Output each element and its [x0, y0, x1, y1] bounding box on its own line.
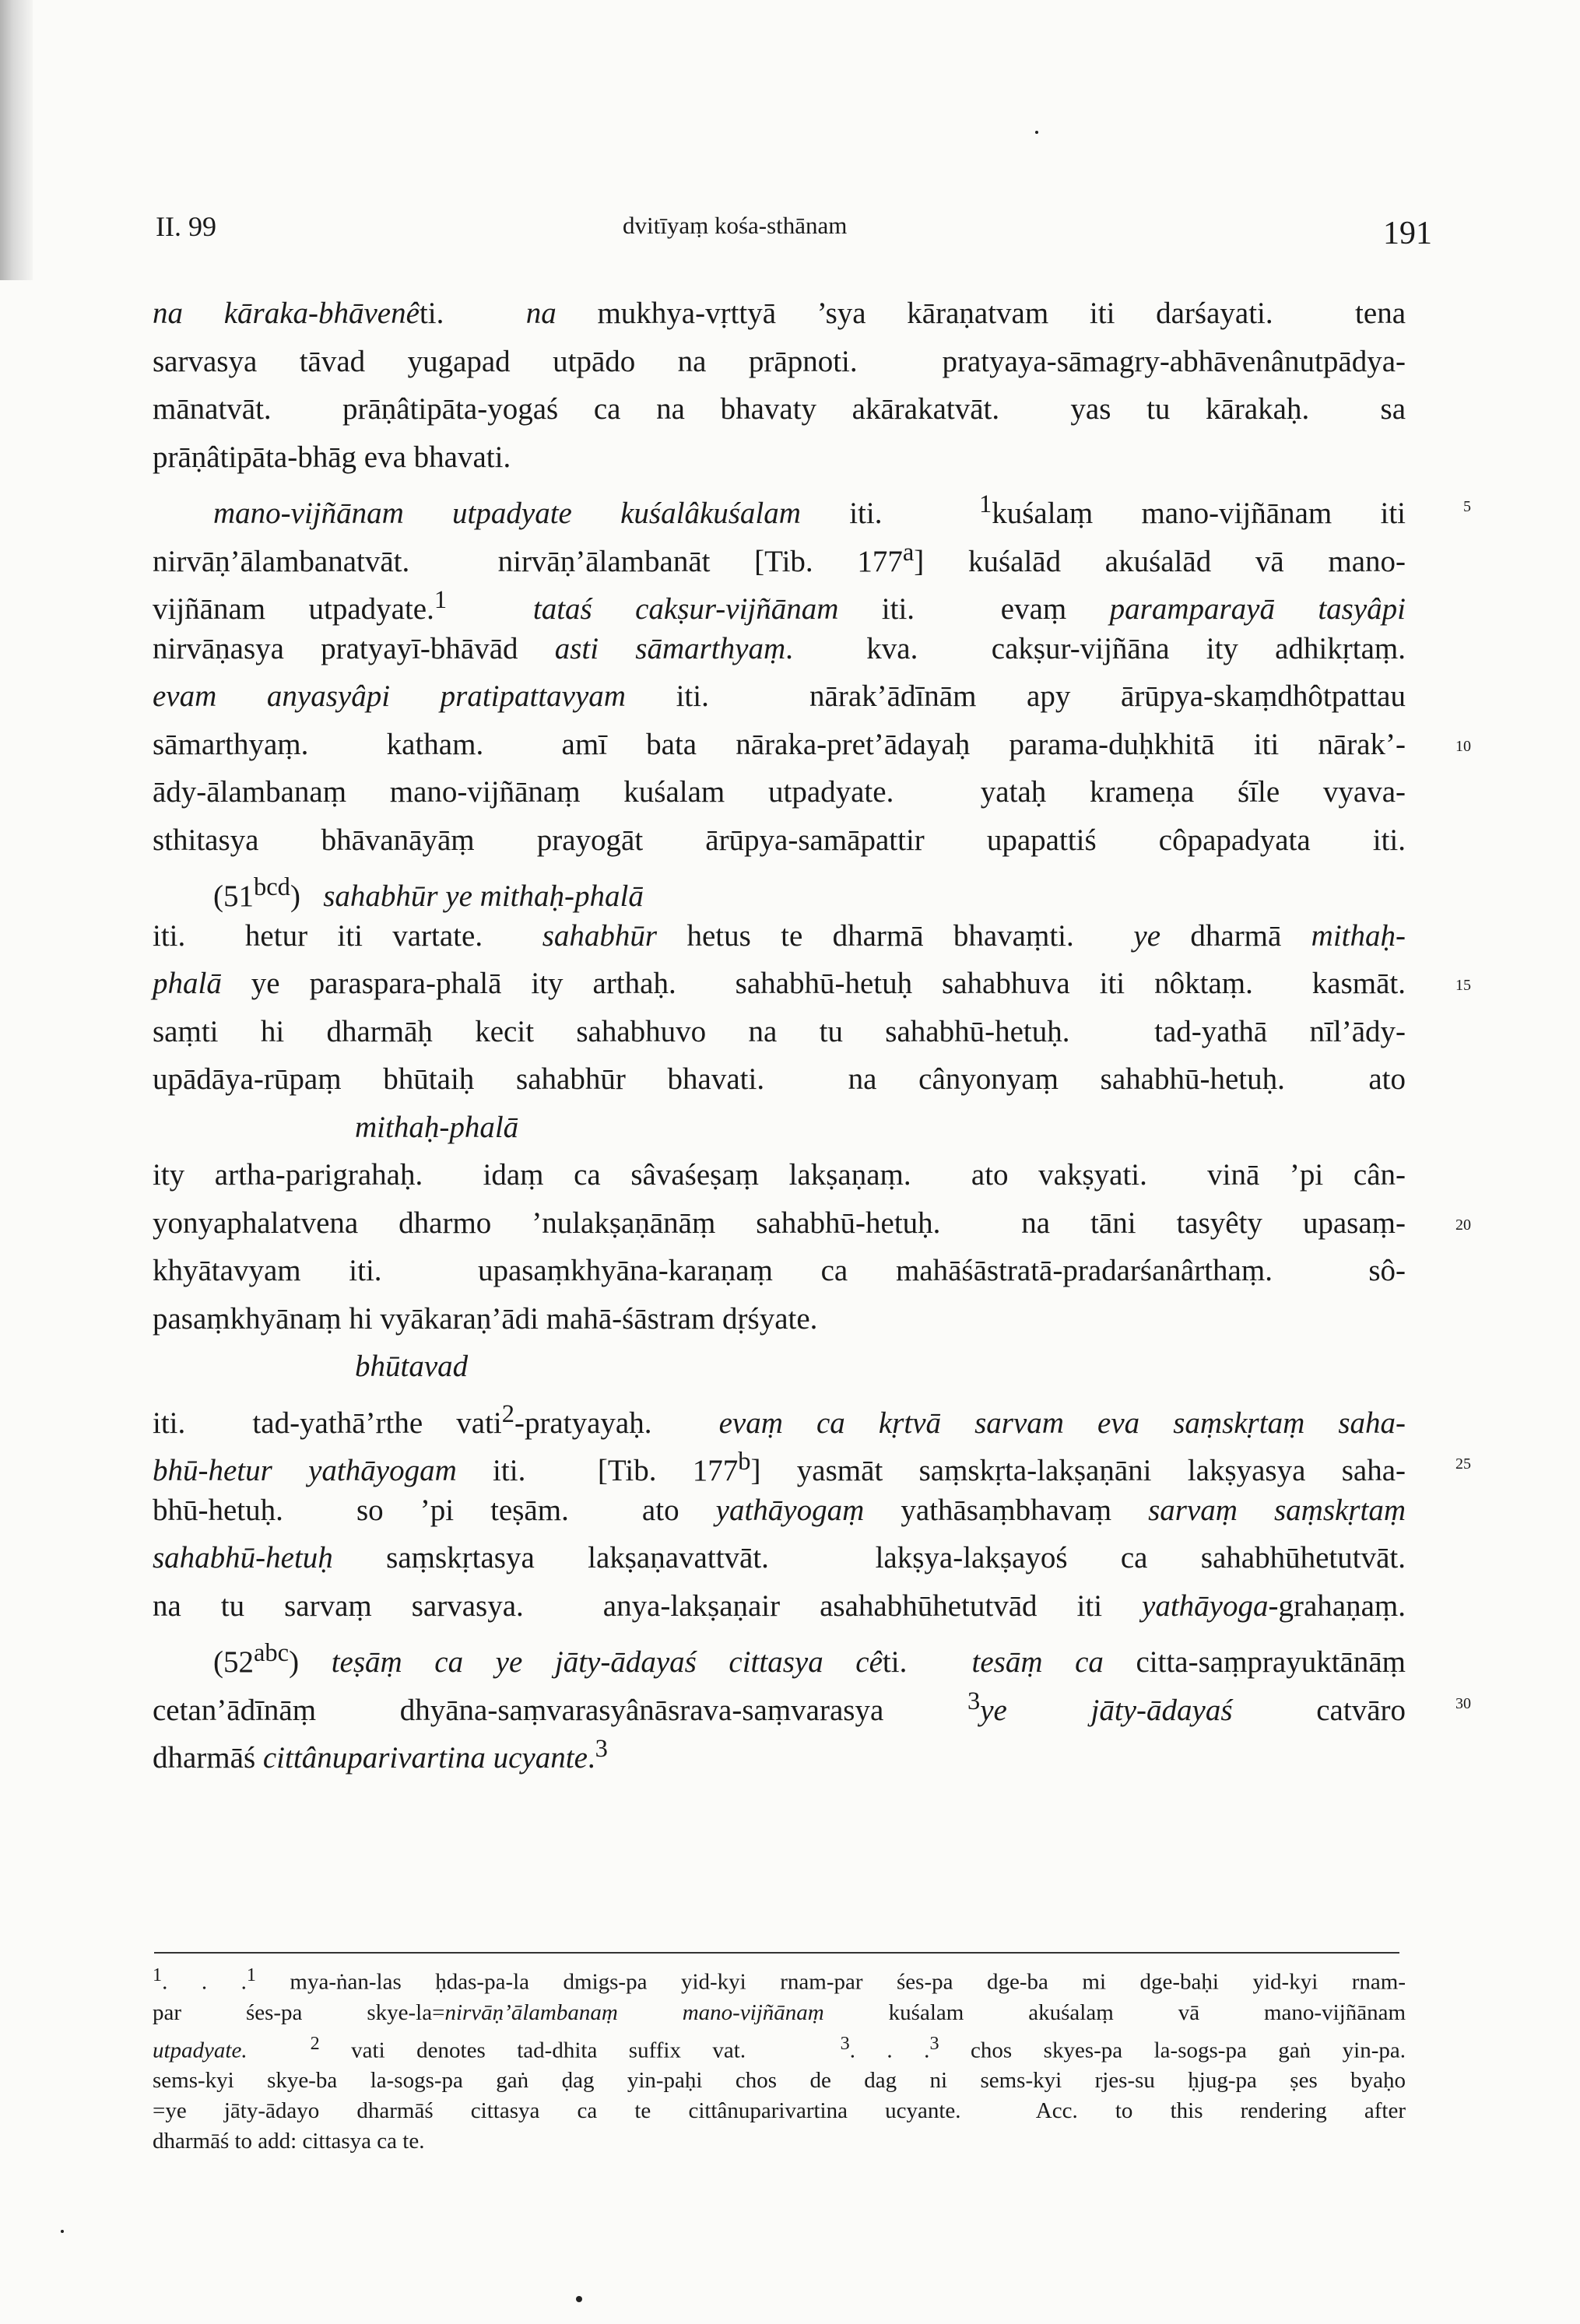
text-line: sāmarthyaṃ. katham. amī bata nāraka-pret’ādayaḥ parama-duḥkhitā iti nārak’- — [153, 727, 1406, 761]
main-text — [153, 290, 1406, 1774]
text-line: sahabhū-hetuḥ saṃskṛtasya lakṣaṇavattvāt. lakṣya-lakṣayoś ca sahabhūhetutvāt. — [153, 1541, 1406, 1574]
footnote-line: par śes-pa skye-la=nirvāṇ’ālambanaṃ mano-vijñānaṃ kuśalam akuśalaṃ vā mano-vijñānam — [153, 1999, 1406, 2025]
text-line: bhūtavad — [355, 1350, 469, 1383]
text-line: sthitasya bhāvanāyāṃ prayogāt ārūpya-samāpattir upapattiś côpapadyata iti. — [153, 823, 1406, 857]
footnote-line: dharmāś to add: cittasya ca te. — [153, 2129, 425, 2154]
print-speck — [61, 2230, 64, 2233]
text-line: yonyaphalatvena dharmo ’nulakṣaṇānāṃ sahabhū-hetuḥ. na tāni tasyêty upasaṃ- — [153, 1206, 1406, 1240]
text-line: sarvasya tāvad yugapad utpādo na prāpnoti. pratyaya-sāmagry-abhāvenânutpādya- — [153, 344, 1406, 378]
text-line: nirvāṇasya pratyayī-bhāvād asti sāmarthyaṃ. kva. cakṣur-vijñāna ity adhikṛtaṃ. — [153, 631, 1406, 665]
footnote-rule — [154, 1952, 1399, 1954]
text-line: mithaḥ-phalā — [355, 1110, 519, 1144]
text-line: khyātavyam iti. upasaṃkhyāna-karaṇaṃ ca mahāśāstratā-pradarśanârthaṃ. sô- — [153, 1254, 1406, 1287]
print-speck — [576, 2296, 582, 2302]
footnote-line: sems-kyi skye-ba la-sogs-pa gaṅ ḍag yin-paḥi chos de dag ni sems-kyi rjes-su ḥjug-pa ṣes byaḥo — [153, 2068, 1406, 2094]
line-number: 5 — [1463, 498, 1471, 515]
text-line: evam anyasyâpi pratipattavyam iti. nārak’ādīnām apy ārūpya-skaṃdhôtpattau — [153, 679, 1406, 713]
footnotes — [153, 1960, 1406, 2157]
line-number: 20 — [1455, 1216, 1471, 1234]
text-line: mano-vijñānam utpadyate kuśalâkuśalam iti. $^1$kuśalaṃ mano-vijñānam iti — [213, 490, 1406, 530]
text-line: bhū-hetur yathāyogam iti. [Tib. 177$^b$] yasmāt saṃskṛta-lakṣaṇāni lakṣyasya saha- — [153, 1448, 1406, 1487]
text-line: upādāya-rūpaṃ bhūtaiḥ sahabhūr bhavati. na cânyonyaṃ sahabhū-hetuḥ. ato — [153, 1062, 1406, 1096]
section-reference: II. 99 — [156, 211, 216, 242]
text-line: phalā ye paraspara-phalā ity arthaḥ. sahabhū-hetuḥ sahabhuva iti nôktaṃ. kasmāt. — [153, 967, 1406, 1000]
page-number: 191 — [1383, 216, 1432, 251]
text-line: $(51^{bcd})$ sahabhūr ye mithaḥ-phalā — [213, 873, 644, 913]
text-line: na tu sarvaṃ sarvasya. anya-lakṣaṇair asahabhūhetutvād iti yathāyoga-grahaṇaṃ. — [153, 1589, 1406, 1623]
line-number: 30 — [1455, 1694, 1471, 1712]
text-line: pasaṃkhyānaṃ hi vyākaraṇ’ādi mahā-śāstram dṛśyate. — [153, 1301, 818, 1336]
page-edge-shadow — [0, 0, 33, 280]
text-line: ity artha-parigrahaḥ. idaṃ ca sâvaśeṣaṃ lakṣaṇaṃ. ato vakṣyati. vinā ’pi cân- — [153, 1158, 1406, 1192]
line-number: 10 — [1455, 737, 1471, 755]
text-line: cetan’ādīnāṃ dhyāna-saṃvarasyânāsrava-saṃvarasya $^3$ye jāty-ādayaś catvāro — [153, 1687, 1406, 1727]
text-line: vijñānam utpadyate.$^1$ tataś cakṣur-vijñānam iti. evaṃ paramparayā tasyâpi — [153, 586, 1406, 626]
line-number: 15 — [1455, 977, 1471, 994]
text-line: $(52^{abc})$ teṣāṃ ca ye jāty-ādayaś cittasya cêti. tesāṃ ca citta-saṃprayuktānāṃ — [213, 1639, 1406, 1679]
text-line: nirvāṇ’ālambanatvāt. nirvāṇ’ālambanāt [Tib. 177$^a$] kuśalād akuśalād vā mano- — [153, 538, 1406, 578]
text-line: dharmāś cittânuparivartina ucyante.$^3$ — [153, 1735, 608, 1775]
print-speck — [1035, 131, 1038, 134]
footnote-line: =ye jāty-ādayo dharmāś cittasya ca te cittânuparivartina ucyante. Acc. to this rendering after — [153, 2098, 1406, 2124]
line-number: 25 — [1455, 1455, 1471, 1473]
text-line: iti. tad-yathā’rthe vati$^2$-pratyayaḥ. evaṃ ca kṛtvā sarvam eva saṃskṛtaṃ saha- — [153, 1399, 1406, 1440]
text-line: ādy-ālambanaṃ mano-vijñānaṃ kuśalam utpadyate. yataḥ krameṇa śīle vyava- — [153, 775, 1406, 809]
footnote-line: utpadyate. $^2$ vati denotes tad-dhita suffix vat. $^3$. . .$^3$ chos skyes-pa la-sogs-pa gaṅ yin-pa. — [153, 2032, 1406, 2063]
running-title: dvitīyaṃ kośa-sthānam — [623, 212, 848, 239]
footnote-line: $^1$. . .$^1$ mya-ṅan-las ḥdas-pa-la dmigs-pa yid-kyi rnam-par śes-pa dge-ba mi dge-baḥi yid-kyi rnam- — [153, 1964, 1406, 1995]
text-line: bhū-hetuḥ. so ’pi teṣām. ato yathāyogaṃ yathāsaṃbhavaṃ sarvaṃ saṃskṛtaṃ — [153, 1493, 1406, 1527]
text-line: prāṇâtipāta-bhāg eva bhavati. — [153, 440, 511, 474]
text-line: saṃti hi dharmāḥ kecit sahabhuvo na tu sahabhū-hetuḥ. tad-yathā nīl’ādy- — [153, 1014, 1406, 1048]
text-line: na kāraka-bhāvenêti. na mukhya-vṛttyā ’sya kāraṇatvam iti darśayati. tena — [153, 297, 1406, 330]
text-line: mānatvāt. prāṇâtipāta-yogaś ca na bhavaty akārakatvāt. yas tu kārakaḥ. sa — [153, 392, 1406, 426]
page-header — [156, 204, 1432, 258]
text-line: iti. hetur iti vartate. sahabhūr hetus te dharmā bhavaṃti. ye dharmā mithaḥ- — [153, 918, 1406, 953]
